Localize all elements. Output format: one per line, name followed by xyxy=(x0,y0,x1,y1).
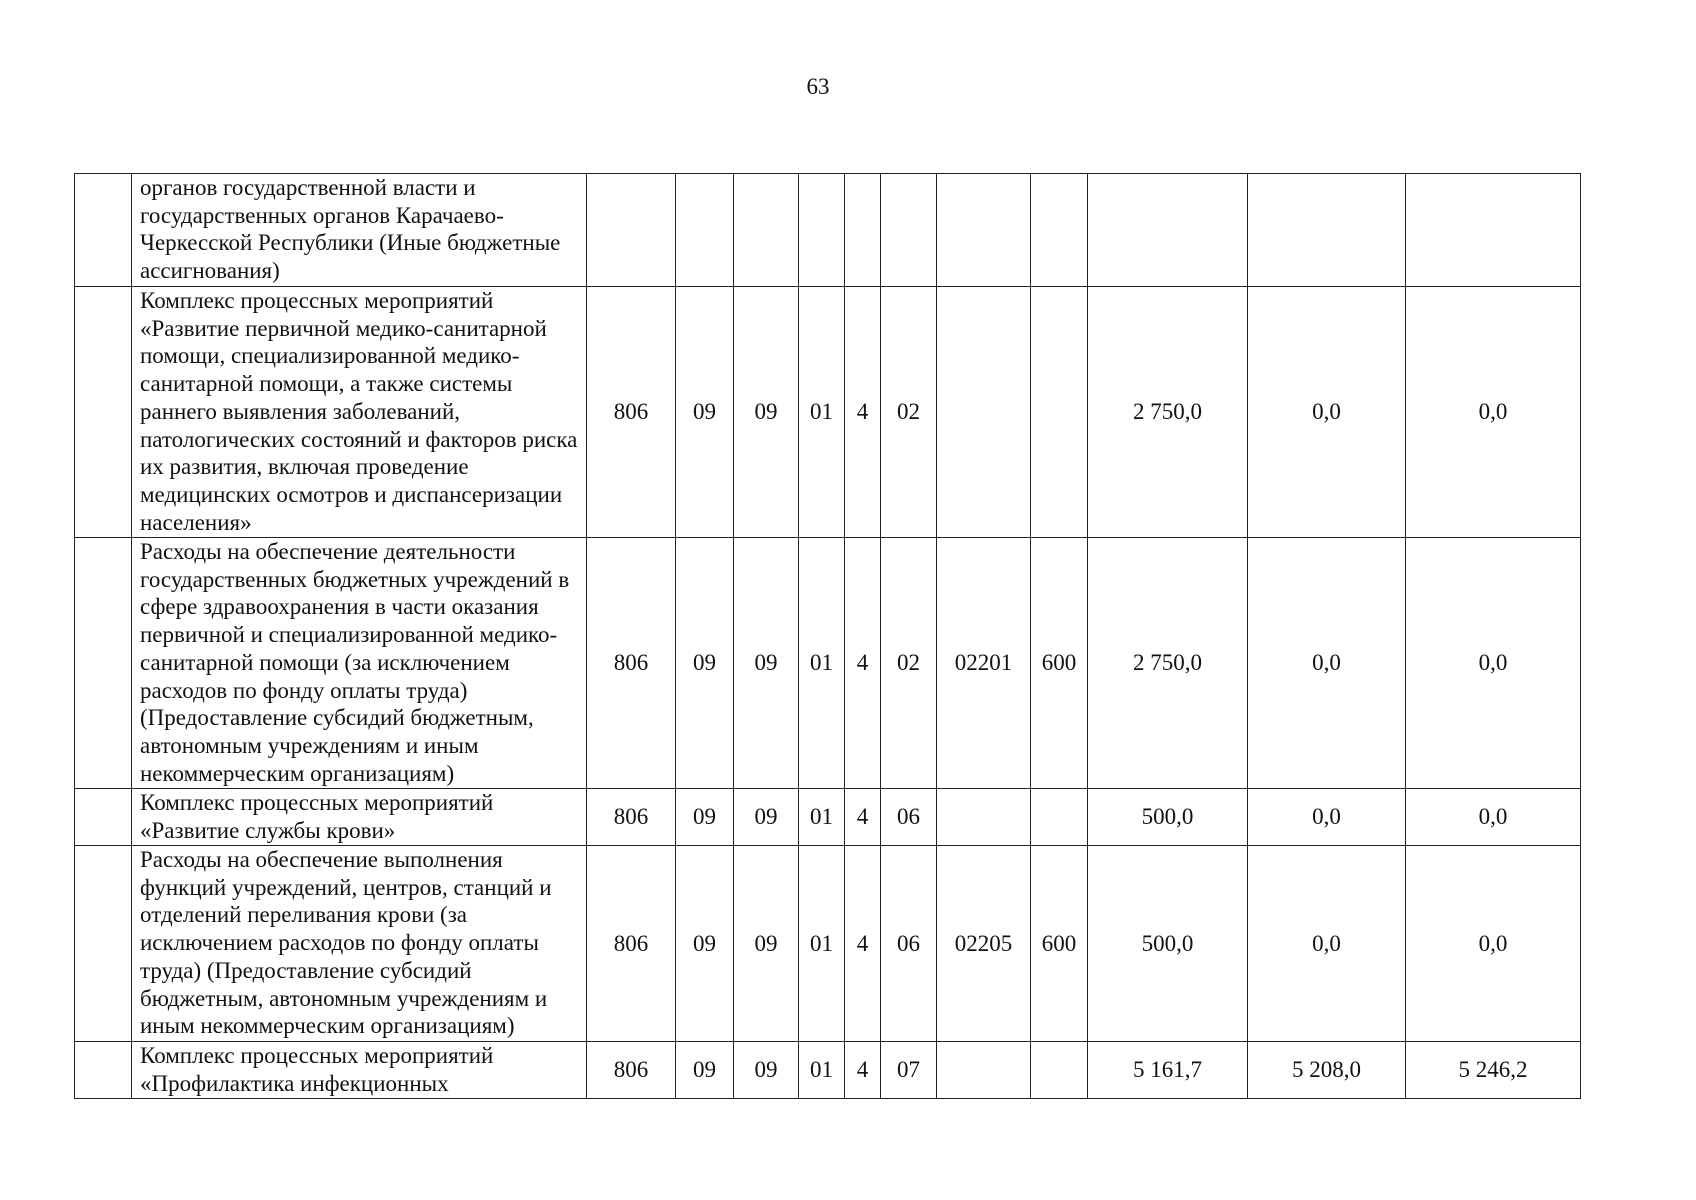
expense-type-cell xyxy=(1031,1042,1088,1099)
expense-type-cell: 600 xyxy=(1031,538,1088,789)
amount-year3-cell: 0,0 xyxy=(1406,789,1581,846)
amount-year3-cell: 0,0 xyxy=(1406,287,1581,538)
target-article-part3-cell: 02 xyxy=(881,538,937,789)
amount-year3-cell: 5 246,2 xyxy=(1406,1042,1581,1099)
ministry-code-cell: 806 xyxy=(587,287,676,538)
target-article-part2-cell: 4 xyxy=(845,846,881,1042)
expense-type-cell xyxy=(1031,174,1088,287)
target-article-part4-cell: 02205 xyxy=(937,846,1031,1042)
table-row xyxy=(75,287,1581,538)
amount-year2-cell: 5 208,0 xyxy=(1248,1042,1406,1099)
amount-year2-cell xyxy=(1248,174,1406,287)
target-article-part3-cell: 02 xyxy=(881,287,937,538)
amount-year1-cell xyxy=(1088,174,1248,287)
amount-year2-cell: 0,0 xyxy=(1248,846,1406,1042)
target-article-part2-cell: 4 xyxy=(845,1042,881,1099)
section-code-cell: 09 xyxy=(676,287,734,538)
ministry-code-cell xyxy=(587,174,676,287)
subsection-code-cell: 09 xyxy=(734,1042,799,1099)
amount-year3-cell: 0,0 xyxy=(1406,846,1581,1042)
expense-type-cell xyxy=(1031,789,1088,846)
section-code-cell: 09 xyxy=(676,538,734,789)
row-number-cell xyxy=(75,174,132,287)
table-row xyxy=(75,789,1581,846)
target-article-part4-cell xyxy=(937,1042,1031,1099)
amount-year2-cell: 0,0 xyxy=(1248,287,1406,538)
amount-year1-cell: 5 161,7 xyxy=(1088,1042,1248,1099)
section-code-cell xyxy=(676,174,734,287)
expense-type-cell xyxy=(1031,287,1088,538)
target-article-part4-cell xyxy=(937,789,1031,846)
ministry-code-cell: 806 xyxy=(587,789,676,846)
budget-table xyxy=(74,173,1581,1099)
subsection-code-cell xyxy=(734,174,799,287)
target-article-part4-cell xyxy=(937,287,1031,538)
description-cell: Комплекс процессных мероприятий «Развитие первичной медико-санитарной помощи, специализированной медико-санитарной помощи, а также системы раннего выявления заболеваний, патологических состояний и факторов риска их развития, включая проведение медицинских осмотров и диспансеризации населения» xyxy=(132,287,587,538)
target-article-part2-cell: 4 xyxy=(845,287,881,538)
description-cell: Расходы на обеспечение выполнения функций учреждений, центров, станций и отделений переливания крови (за исключением расходов по фонду оплаты труда) (Предоставление субсидий бюджетным, автономным учреждениям и иным некоммерческим организациям) xyxy=(132,846,587,1042)
row-number-cell xyxy=(75,846,132,1042)
target-article-part1-cell: 01 xyxy=(799,1042,845,1099)
ministry-code-cell: 806 xyxy=(587,1042,676,1099)
section-code-cell: 09 xyxy=(676,1042,734,1099)
target-article-part1-cell: 01 xyxy=(799,538,845,789)
amount-year2-cell: 0,0 xyxy=(1248,538,1406,789)
row-number-cell xyxy=(75,1042,132,1099)
description-cell: Комплекс процессных мероприятий «Профилактика инфекционных xyxy=(132,1042,587,1099)
amount-year2-cell: 0,0 xyxy=(1248,789,1406,846)
target-article-part4-cell: 02201 xyxy=(937,538,1031,789)
section-code-cell: 09 xyxy=(676,789,734,846)
target-article-part3-cell: 07 xyxy=(881,1042,937,1099)
ministry-code-cell: 806 xyxy=(587,846,676,1042)
description-cell: органов государственной власти и государственных органов Карачаево-Черкесской Республики (Иные бюджетные ассигнования) xyxy=(132,174,587,287)
amount-year1-cell: 500,0 xyxy=(1088,789,1248,846)
row-number-cell xyxy=(75,287,132,538)
subsection-code-cell: 09 xyxy=(734,789,799,846)
subsection-code-cell: 09 xyxy=(734,846,799,1042)
target-article-part2-cell: 4 xyxy=(845,538,881,789)
amount-year3-cell xyxy=(1406,174,1581,287)
target-article-part2-cell xyxy=(845,174,881,287)
amount-year3-cell: 0,0 xyxy=(1406,538,1581,789)
target-article-part3-cell: 06 xyxy=(881,789,937,846)
subsection-code-cell: 09 xyxy=(734,287,799,538)
amount-year1-cell: 2 750,0 xyxy=(1088,538,1248,789)
amount-year1-cell: 500,0 xyxy=(1088,846,1248,1042)
table-row xyxy=(75,538,1581,789)
subsection-code-cell: 09 xyxy=(734,538,799,789)
row-number-cell xyxy=(75,538,132,789)
table-row xyxy=(75,174,1581,287)
target-article-part1-cell: 01 xyxy=(799,287,845,538)
description-cell: Комплекс процессных мероприятий «Развитие службы крови» xyxy=(132,789,587,846)
target-article-part3-cell: 06 xyxy=(881,846,937,1042)
section-code-cell: 09 xyxy=(676,846,734,1042)
target-article-part1-cell: 01 xyxy=(799,789,845,846)
target-article-part2-cell: 4 xyxy=(845,789,881,846)
target-article-part4-cell xyxy=(937,174,1031,287)
table-row xyxy=(75,846,1581,1042)
description-cell: Расходы на обеспечение деятельности государственных бюджетных учреждений в сфере здравоохранения в части оказания первичной и специализированной медико-санитарной помощи (за исключением расходов по фонду оплаты труда) (Предоставление субсидий бюджетным, автономным учреждениям и иным некоммерческим организациям) xyxy=(132,538,587,789)
amount-year1-cell: 2 750,0 xyxy=(1088,287,1248,538)
target-article-part3-cell xyxy=(881,174,937,287)
page-number: 63 xyxy=(806,74,830,99)
row-number-cell xyxy=(75,789,132,846)
ministry-code-cell: 806 xyxy=(587,538,676,789)
target-article-part1-cell xyxy=(799,174,845,287)
table-row xyxy=(75,1042,1581,1099)
target-article-part1-cell: 01 xyxy=(799,846,845,1042)
expense-type-cell: 600 xyxy=(1031,846,1088,1042)
